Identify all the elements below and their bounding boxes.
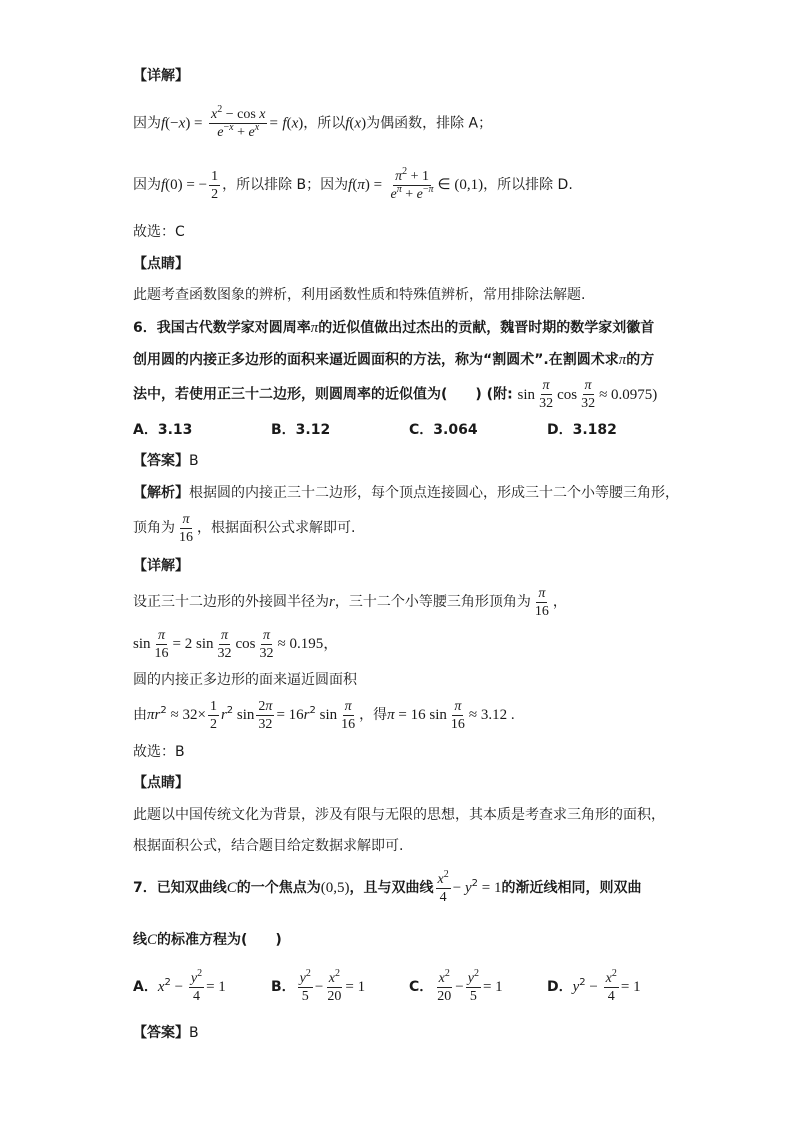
q5-detail-line-1: 因为f(−x) = $\frac{x^2 - \cos x}{e^{-x} + e^x}$ = f(x)，所以f(x)为偶函数，排除 A； [133, 104, 493, 140]
q6-detail-line-2: sin $\frac{\pi}{16}$ = 2 sin $\frac{\pi}{32}$ cos $\frac{\pi}{32}$ ≈ 0.195， [133, 627, 339, 661]
fraction: $\frac{y^2}{5}$ [299, 967, 311, 1004]
text: ，所以排除 B；因为 [222, 177, 349, 193]
fraction: $\frac{\pi}{16}$ [450, 698, 465, 732]
fraction: $\frac{\pi}{32}$ [581, 378, 596, 411]
text: 6．我国古代数学家对圆周率 [133, 320, 311, 336]
text: 的近似值做出过杰出的贡献，魏晋时期的数学家刘徽首 [318, 320, 655, 336]
option-c[interactable]: C． $\frac{x^2}{20}$ − $\frac{y^2}{5}$ = 1 [409, 967, 503, 1004]
option-b[interactable]: B． $\frac{y^2}{5}$ − $\frac{x^2}{20}$ = 1 [271, 967, 366, 1004]
q6-stem-line-2: 创用圆的内接正多边形的面积来逼近圆面积的方法，称为“割圆术”.在割圆术求π的方 [133, 352, 655, 368]
text: 因为 [133, 115, 161, 132]
q5-detail-line-2: 因为f(0) = − $\frac{1}{2}$ ，所以排除 B；因为f(π) = $\frac{\pi^2 + 1}{e^\pi + e^{-\pi}}$ ∈ (0,1)，所以排除 D. [133, 165, 573, 202]
text: 因为 [133, 177, 161, 193]
answer-tag: 【答案】 [133, 1025, 189, 1041]
q6-stem-line-1: 6．我国古代数学家对圆周率π的近似值做出过杰出的贡献，魏晋时期的数学家刘徽首 [133, 320, 655, 336]
text: 根据圆的内接正三十二边形，每个顶点连接圆心，形成三十二个小等腰三角形， [189, 485, 679, 501]
text: ，三十二个小等腰三角形顶角为 [334, 594, 531, 610]
q6-detail-line-3: 圆的内接正多边形的面来逼近圆面积 [133, 672, 357, 688]
text: ，且与双曲线 [349, 880, 434, 896]
text: ，得 [359, 707, 388, 723]
option-d[interactable]: D．3.182 [547, 422, 617, 438]
option-label: B． [271, 979, 296, 995]
text: 的一个焦点为 [236, 880, 321, 896]
text: ，所以排除 D. [483, 177, 573, 193]
detail-heading-1: 【详解】 [133, 68, 189, 84]
tip-heading-1: 【点睛】 [133, 256, 189, 272]
option-label: C． [409, 979, 434, 995]
option-c[interactable]: C．3.064 [409, 422, 478, 438]
fraction: $\frac{\pi^2 + 1}{e^\pi + e^{-\pi}}$ [390, 165, 434, 202]
text: ， [552, 594, 567, 610]
option-b[interactable]: B．3.12 [271, 422, 331, 438]
option-a[interactable]: A．$x^2$ − $\frac{y^2}{4}$ = 1 [133, 967, 226, 1004]
q6-answer [133, 451, 199, 471]
q7-stem-line-1: 7．已知双曲线C的一个焦点为(0,5)，且与双曲线 $\frac{x^2}{4}$ − $y^2 = 1$的渐近线相同，则双曲 [133, 868, 642, 905]
fraction: $\frac{x^2}{20}$ [327, 967, 342, 1004]
tip-text-1: 此题考查函数图象的辨析，利用函数性质和特殊值辨析，常用排除法解题. [133, 287, 586, 303]
tip-heading-2: 【点睛】 [133, 775, 189, 791]
fraction: $\frac{y^2}{5}$ [467, 967, 479, 1004]
q7-options [133, 968, 641, 1006]
q6-detail-line-4: 由$\pi r^2 \approx 32\times$ $\frac{1}{2}$ $r^2$ sin $\frac{2\pi}{32}$ = $16r^2$ sin $\frac{\pi}{16}$ ，得π = 16 sin $\frac{\pi}{16}$ ≈ 3.12 . [133, 698, 515, 732]
fraction: $\frac{x^2}{4}$ [605, 967, 617, 1004]
answer-value: B [189, 453, 199, 469]
text: ≈ 3.12 . [468, 707, 515, 723]
text: 由 [133, 707, 147, 723]
fraction: $\frac{\pi}{16}$ [179, 511, 193, 545]
fraction: $\frac{\pi}{16}$ [341, 698, 356, 732]
fraction: $\frac{x^2}{20}$ [437, 967, 452, 1004]
fraction: $\frac{\pi}{16}$ [534, 585, 549, 619]
text: 的渐近线相同，则双曲 [501, 880, 642, 896]
text: ≈ 0.0975) [599, 386, 658, 403]
text: ，所以 [303, 115, 346, 132]
q6-options [133, 420, 617, 440]
text: 为偶函数，排除 A； [366, 115, 493, 132]
tip-text-2-line-2: 根据面积公式，结合题目给定数据求解即可. [133, 838, 404, 854]
tip-text-2-line-1: 此题以中国传统文化为背景，涉及有限与无限的思想，其本质是考查求三角形的面积， [133, 807, 665, 823]
q5-choice: 故选：C [133, 224, 185, 240]
text: 线 [133, 932, 147, 948]
q6-choice: 故选：B [133, 744, 185, 760]
fraction: $\frac{\pi}{32}$ [259, 627, 274, 661]
text: ，根据面积公式求解即可. [197, 520, 356, 536]
text: 顶角为 [133, 520, 175, 536]
fraction: $\frac{y^2}{4}$ [190, 967, 203, 1004]
fraction: $\frac{1}{2}$ [211, 168, 219, 202]
text: 法中，若使用正三十二边形，则圆周率的近似值为( ) (附: [133, 386, 513, 403]
option-label: D． [547, 979, 573, 995]
option-d[interactable]: D．$y^2$ − $\frac{x^2}{4}$ = 1 [547, 967, 641, 1004]
text: 设正三十二边形的外接圆半径为 [133, 594, 329, 610]
answer-tag: 【答案】 [133, 453, 189, 469]
q6-analysis-line-1 [133, 483, 679, 503]
analysis-tag: 【解析】 [133, 485, 189, 501]
fraction: $\frac{x^2}{4}$ [437, 868, 449, 905]
text: ≈ 0.195， [277, 636, 339, 652]
text: 创用圆的内接正多边形的面积来逼近圆面积的方法，称为“割圆术”.在割圆术求 [133, 352, 619, 368]
text: 的方 [626, 352, 655, 368]
q7-answer [133, 1023, 199, 1043]
text: 7．已知双曲线 [133, 880, 227, 896]
q6-analysis-line-2 [133, 510, 355, 546]
q6-stem-line-3: 法中，若使用正三十二边形，则圆周率的近似值为( ) (附: sin $\frac{\pi}{32}$ cos $\frac{\pi}{32}$ ≈ 0.0975) [133, 378, 658, 411]
q6-detail-line-1: 设正三十二边形的外接圆半径为r，三十二个小等腰三角形顶角为 $\frac{\pi}{16}$ ， [133, 585, 567, 619]
fraction: $\frac{2\pi}{32}$ [258, 698, 273, 732]
answer-value: B [189, 1025, 199, 1041]
detail-heading-2: 【详解】 [133, 558, 189, 574]
fraction: $\frac{\pi}{32}$ [217, 627, 232, 661]
fraction: $\frac{1}{2}$ [209, 698, 217, 732]
option-a[interactable]: A．3.13 [133, 422, 193, 438]
text: 的标准方程为( ) [157, 932, 282, 948]
fraction: $\frac{x^2 - \cos x}{e^{-x} + e^x}$ [210, 104, 266, 140]
fraction: $\frac{\pi}{16}$ [154, 627, 169, 661]
q7-stem-line-2: 线C的标准方程为( ) [133, 932, 282, 948]
option-label: A． [133, 979, 158, 995]
fraction: $\frac{\pi}{32}$ [539, 378, 554, 411]
